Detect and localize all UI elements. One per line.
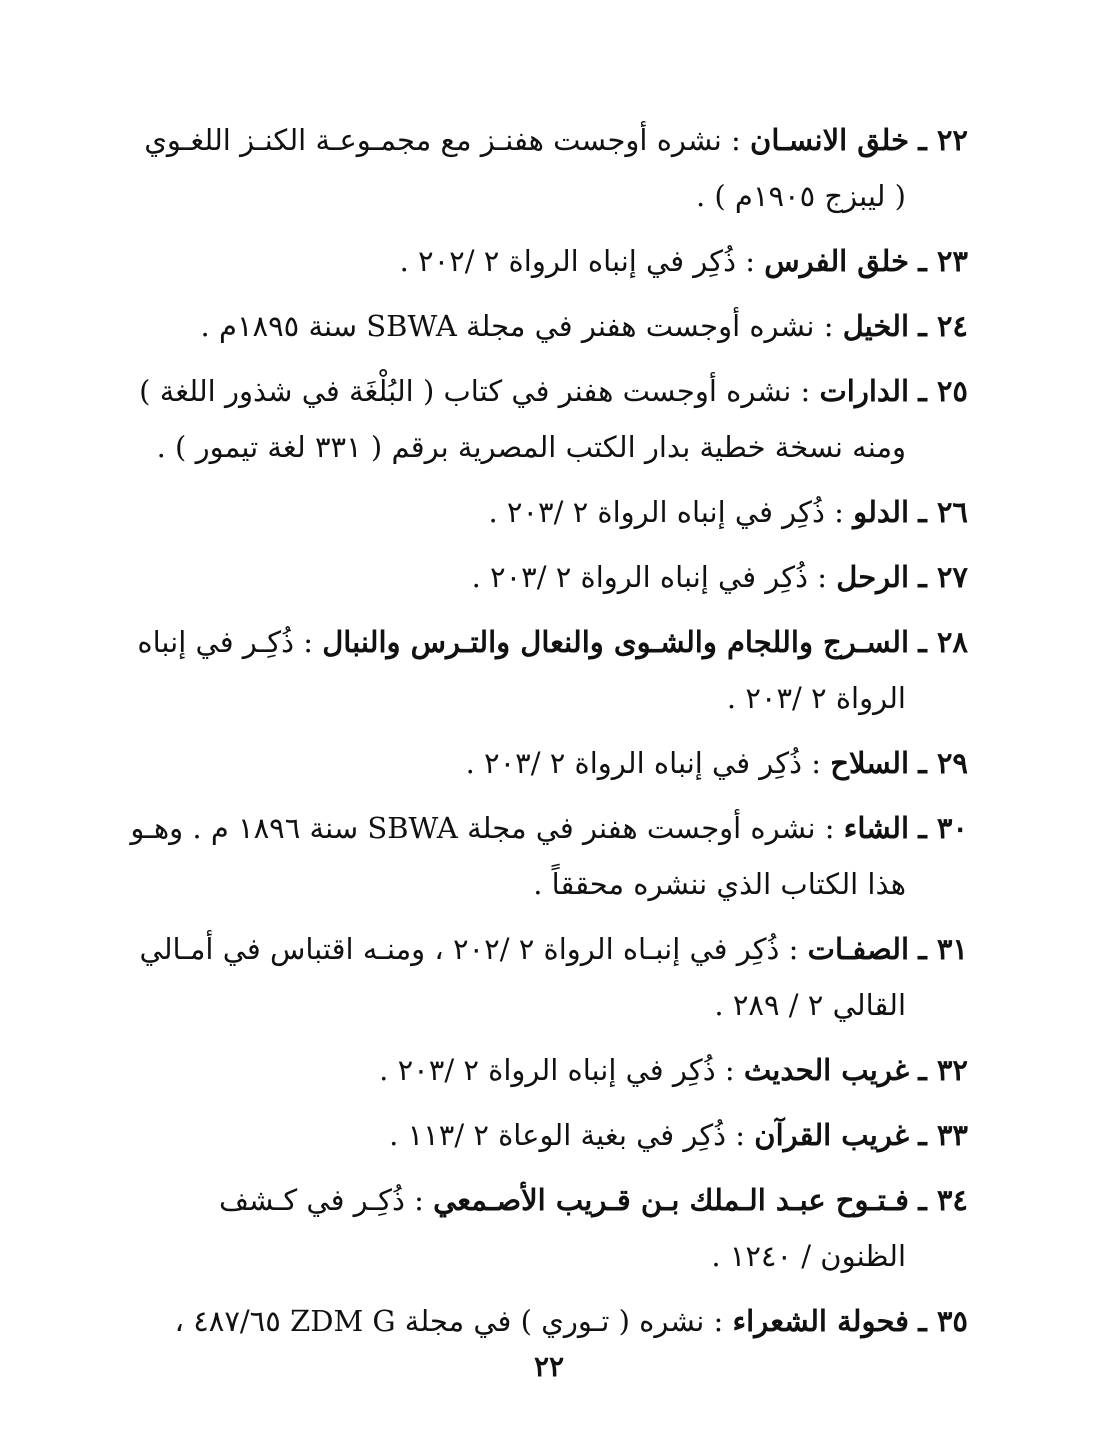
entry-title: غريب الحديث	[743, 1053, 910, 1087]
list-item	[130, 800, 968, 912]
entry-text: : ذُكِر في إنباه الرواة ٢ /٢٠٣ .	[379, 1053, 735, 1087]
entry-title: الشاء	[843, 811, 910, 845]
entry-text: : ذُكِر في إنباه الرواة ٢ /٢٠٣ .	[465, 746, 822, 780]
list-item	[130, 1293, 968, 1349]
list-item	[130, 298, 968, 354]
entry-number: ٣٤ ـ	[918, 1183, 968, 1217]
entry-number: ٢٧ ـ	[918, 560, 968, 594]
entry-continuation: الرواة ٢ /٢٠٣ .	[726, 681, 906, 715]
entry-title: الخيل	[842, 309, 910, 343]
entry-title: فحولة الشعراء	[732, 1304, 910, 1338]
entry-number: ٢٨ ـ	[918, 625, 968, 659]
entry-number: ٣١ ـ	[918, 932, 968, 966]
list-item	[130, 549, 968, 605]
entry-continuation: ومنه نسخة خطية بدار الكتب المصرية برقم ( ٣٣١ لغة تيمور ) .	[156, 430, 906, 464]
entry-number: ٣٣ ـ	[918, 1118, 968, 1152]
entry-list	[130, 112, 968, 1358]
entry-text: : نشره ( تـوري ) في مجلة ZDM G ٤٨٧/٦٥ ،	[174, 1304, 724, 1338]
entry-title: السـرج واللجام والشـوى والنعال والتـرس والنبال	[322, 625, 910, 659]
entry-text: : ذُكِر في بغية الوعاة ٢ /١١٣ .	[389, 1118, 746, 1152]
entry-text: : ذُكِـر في إنباه	[137, 625, 313, 659]
list-item	[130, 1042, 968, 1098]
entry-title: الرحل	[836, 560, 910, 594]
entry-title: الدلو	[853, 495, 910, 529]
list-item	[130, 921, 968, 1033]
entry-continuation: الظنون / ١٢٤٠ .	[711, 1239, 906, 1273]
page-number: ٢٢	[533, 1350, 565, 1383]
entry-number: ٣٥ ـ	[918, 1304, 968, 1338]
entry-text: : ذُكِر في إنباه الرواة ٢ /٢٠٣ .	[471, 560, 828, 594]
entry-text: : نشره أوجست هفنـز مع مجمـوعـة الكنـز اللغـوي	[144, 123, 741, 157]
entry-text: : نشره أوجست هفنر في مجلة SBWA سنة ١٨٩٥م .	[200, 309, 834, 343]
entry-number: ٢٥ ـ	[918, 374, 968, 408]
entry-number: ٢٦ ـ	[918, 495, 968, 529]
list-item	[130, 1172, 968, 1284]
entry-title: خلق الانسـان	[750, 123, 910, 157]
entry-text: : ذُكِر في إنباه الرواة ٢ /٢٠٢ .	[399, 244, 756, 278]
entry-number: ٢٩ ـ	[918, 746, 968, 780]
entry-text: : نشره أوجست هفنر في كتاب ( البُلْغَة في شذور اللغة )	[139, 374, 811, 408]
list-item	[130, 614, 968, 726]
entry-continuation: ( ليبزج ١٩٠٥م ) .	[695, 179, 906, 213]
entry-number: ٢٤ ـ	[918, 309, 968, 343]
entry-continuation: هذا الكتاب الذي ننشره محققاً .	[533, 867, 906, 901]
list-item	[130, 112, 968, 224]
entry-text: : نشره أوجست هفنر في مجلة SBWA سنة ١٨٩٦ م . وهـو	[130, 811, 835, 845]
entry-title: غريب القرآن	[754, 1118, 910, 1152]
entry-title: فـتـوح عبـد الـملك بـن قـريب الأصـمعي	[433, 1183, 910, 1217]
entry-text: : ذُكِر في إنباه الرواة ٢ /٢٠٣ .	[488, 495, 844, 529]
entry-text: : ذُكِـر في كـشف	[218, 1183, 424, 1217]
entry-title: خلق الفرس	[764, 244, 910, 278]
entry-number: ٢٢ ـ	[918, 123, 968, 157]
list-item	[130, 484, 968, 540]
list-item	[130, 735, 968, 791]
entry-number: ٢٣ ـ	[918, 244, 968, 278]
list-item	[130, 1107, 968, 1163]
entry-title: السلاح	[830, 746, 910, 780]
entry-number: ٣٢ ـ	[918, 1053, 968, 1087]
entry-title: الصفـات	[807, 932, 910, 966]
list-item	[130, 363, 968, 475]
entry-continuation: القالي ٢ / ٢٨٩ .	[714, 988, 906, 1022]
entry-number: ٣٠ ـ	[918, 811, 968, 845]
list-item	[130, 233, 968, 289]
entry-title: الدارات	[819, 374, 910, 408]
entry-text: : ذُكِر في إنبـاه الرواة ٢ /٢٠٢ ، ومنـه اقتباس في أمـالي	[139, 932, 799, 966]
